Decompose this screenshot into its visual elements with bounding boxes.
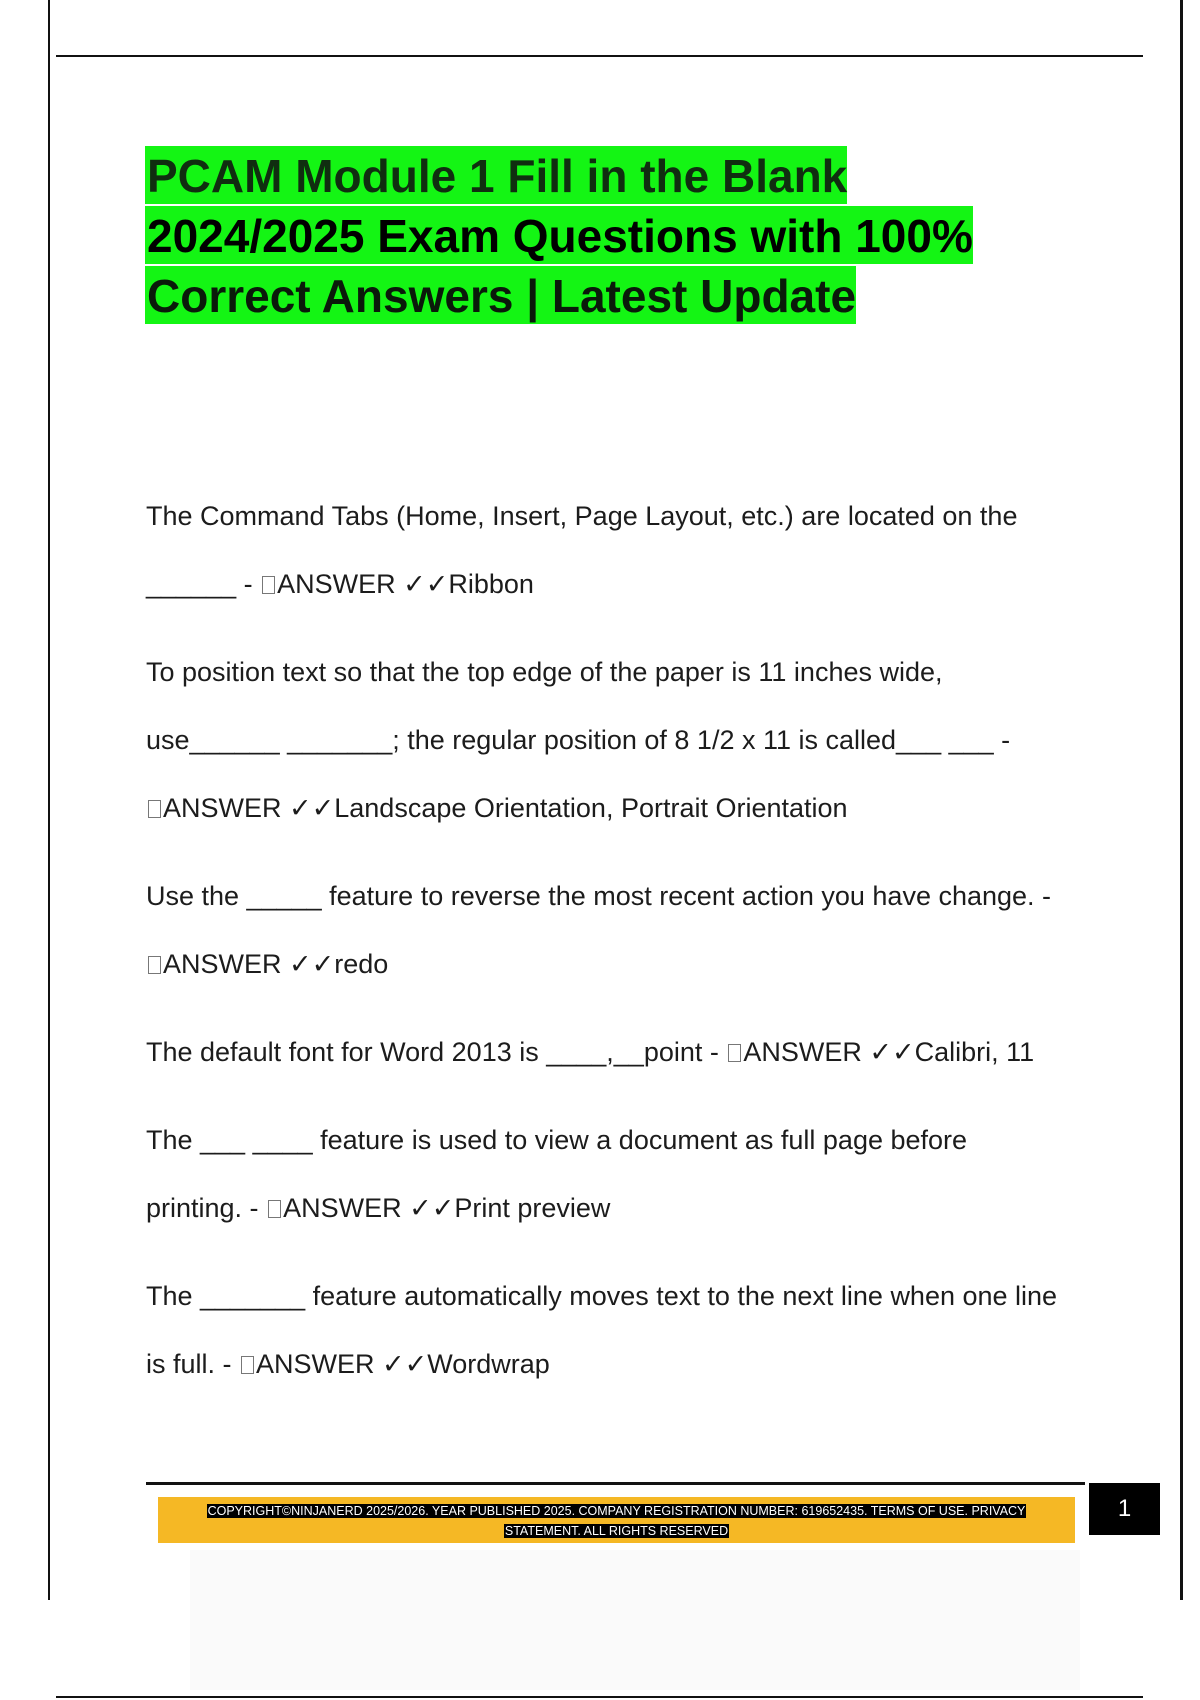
question-line: The Command Tabs (Home, Insert, Page Layout, etc.) are located on the (146, 501, 1018, 531)
footer-copyright (170, 1501, 1063, 1541)
spacer (146, 998, 1106, 1018)
question-line: ANSWER ✓✓redo (146, 930, 1106, 998)
question-item (146, 1106, 1106, 1242)
question-line: The ___ ____ feature is used to view a document as full page before (146, 1125, 968, 1155)
spacer (146, 618, 1106, 638)
spacer (146, 1086, 1106, 1106)
page-number: 1 (1089, 1483, 1160, 1535)
question-line: The default font for Word 2013 is ____,__point - ANSWER ✓✓Calibri, 11 (146, 1037, 1035, 1067)
faded-region (190, 1550, 1080, 1690)
bottom-rule (56, 1696, 1143, 1698)
missing-glyph-icon (148, 800, 161, 818)
title-line-1: PCAM Module 1 Fill in the Blank (145, 146, 1045, 205)
page-border-left (48, 0, 50, 1600)
missing-glyph-icon (148, 956, 161, 974)
question-item (146, 862, 1106, 998)
spacer (146, 1242, 1106, 1262)
question-line: ______ - ANSWER ✓✓Ribbon (146, 569, 534, 599)
title-line-2: 2024/2025 Exam Questions with 100% (145, 206, 1045, 265)
question-line: The _______ feature automatically moves text to the next line when one line (146, 1281, 1058, 1311)
footer-rule (146, 1482, 1085, 1485)
question-item (146, 638, 1106, 842)
question-item (146, 1018, 1106, 1086)
page-border-right (1180, 0, 1183, 1600)
question-list (146, 482, 1106, 1418)
question-item (146, 482, 1106, 618)
question-line: To position text so that the top edge of the paper is 11 inches wide, (146, 657, 943, 687)
spacer (146, 842, 1106, 862)
question-item (146, 1262, 1106, 1398)
question-line: printing. - ANSWER ✓✓Print preview (146, 1193, 611, 1223)
copyright-line-2: STATEMENT. ALL RIGHTS RESERVED (504, 1524, 729, 1538)
copyright-line-1: COPYRIGHT©NINJANERD 2025/2026. YEAR PUBLISHED 2025. COMPANY REGISTRATION NUMBER: 619652435. TERMS OF USE. PRIVACY (207, 1504, 1026, 1518)
missing-glyph-icon (241, 1356, 254, 1374)
title-line-3: Correct Answers | Latest Update (145, 266, 1045, 325)
question-line: is full. - ANSWER ✓✓Wordwrap (146, 1349, 550, 1379)
header-rule (56, 55, 1143, 57)
missing-glyph-icon (262, 576, 275, 594)
question-line: Use the _____ feature to reverse the most recent action you have change. - (146, 881, 1052, 911)
question-line: use______ _______; the regular position of 8 1/2 x 11 is called___ ___ - (146, 725, 1011, 755)
missing-glyph-icon (728, 1044, 741, 1062)
question-line: ANSWER ✓✓Landscape Orientation, Portrait Orientation (146, 774, 1106, 842)
missing-glyph-icon (268, 1200, 281, 1218)
spacer (146, 1398, 1106, 1418)
document-title (145, 146, 1045, 326)
